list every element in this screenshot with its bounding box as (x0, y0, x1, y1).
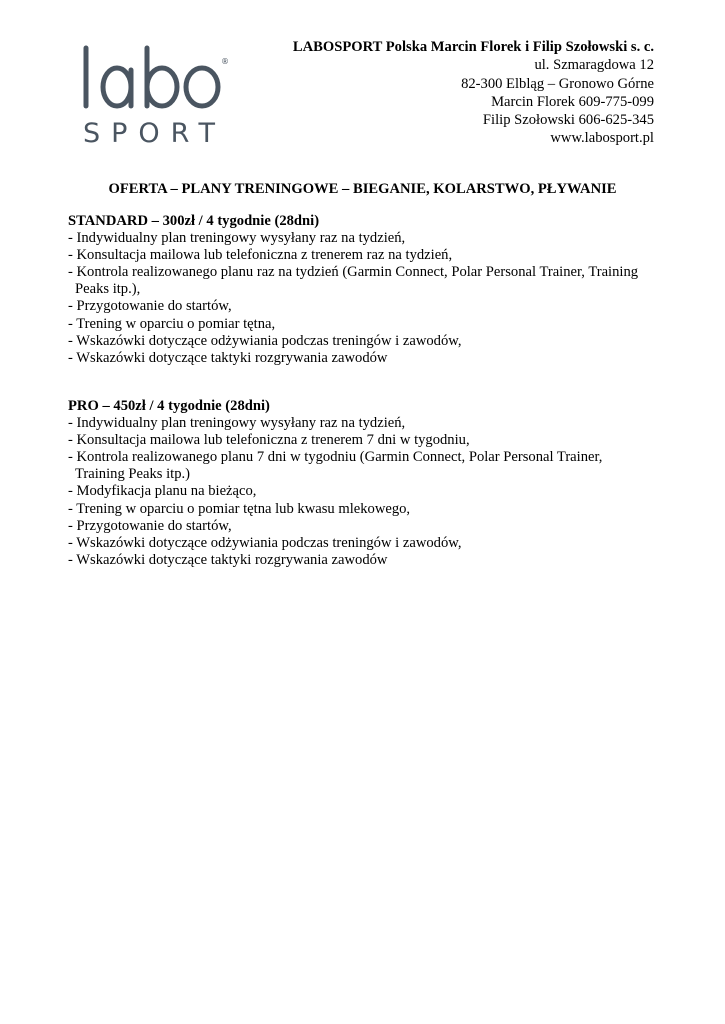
list-item-continuation: Peaks itp.), (75, 281, 141, 298)
company-street: ul. Szmaragdowa 12 (534, 57, 654, 74)
list-item: - Wskazówki dotyczące odżywiania podczas treningów i zawodów, (68, 534, 462, 551)
list-item: - Indywidualny plan treningowy wysyłany raz na tydzień, (68, 415, 406, 432)
contact-filip: Filip Szołowski 606-625-345 (482, 112, 654, 129)
list-item: - Trening w oparciu o pomiar tętna lub kwasu mlekowego, (68, 500, 411, 517)
contact-marcin: Marcin Florek 609-775-099 (491, 93, 654, 110)
list-item: - Modyfikacja planu na bieżąco, (68, 483, 257, 500)
standard-plan-heading: STANDARD – 300zł / 4 tygodnie (28dni) (68, 213, 320, 229)
list-item: - Kontrola realizowanego planu 7 dni w tygodniu (Garmin Connect, Polar Personal Trainer, (68, 449, 603, 466)
logo-sport-text: SPORT (83, 118, 226, 149)
list-item: - Przygotowanie do startów, (68, 298, 232, 315)
list-item: - Konsultacja mailowa lub telefoniczna z trenerem 7 dni w tygodniu, (68, 432, 470, 449)
pro-plan-section (68, 398, 658, 569)
company-city: 82-300 Elbląg – Gronowo Górne (461, 75, 654, 92)
list-item: - Trening w oparciu o pomiar tętna, (68, 315, 276, 332)
list-item: - Konsultacja mailowa lub telefoniczna z trenerem raz na tydzień, (68, 247, 453, 264)
labosport-logo-graphic (75, 42, 230, 152)
registered-mark: ® (221, 57, 229, 66)
company-name: LABOSPORT Polska Marcin Florek i Filip Szołowski s. c. (292, 39, 654, 55)
standard-plan-section (68, 213, 658, 367)
list-item-continuation: Training Peaks itp.) (75, 466, 190, 483)
list-item: - Kontrola realizowanego planu raz na tydzień (Garmin Connect, Polar Personal Trainer, Training (68, 264, 639, 281)
list-item: - Indywidualny plan treningowy wysyłany raz na tydzień, (68, 230, 406, 247)
list-item: - Wskazówki dotyczące taktyki rozgrywania zawodów (68, 551, 388, 568)
company-header (293, 38, 654, 148)
labosport-logo (75, 42, 230, 152)
list-item: - Przygotowanie do startów, (68, 517, 232, 534)
pro-plan-heading: PRO – 450zł / 4 tygodnie (28dni) (68, 398, 270, 414)
offer-title: OFERTA – PLANY TRENINGOWE – BIEGANIE, KOLARSTWO, PŁYWANIE (108, 181, 617, 197)
company-website: www.labosport.pl (550, 130, 654, 147)
list-item: - Wskazówki dotyczące odżywiania podczas treningów i zawodów, (68, 332, 462, 349)
list-item: - Wskazówki dotyczące taktyki rozgrywania zawodów (68, 349, 388, 366)
